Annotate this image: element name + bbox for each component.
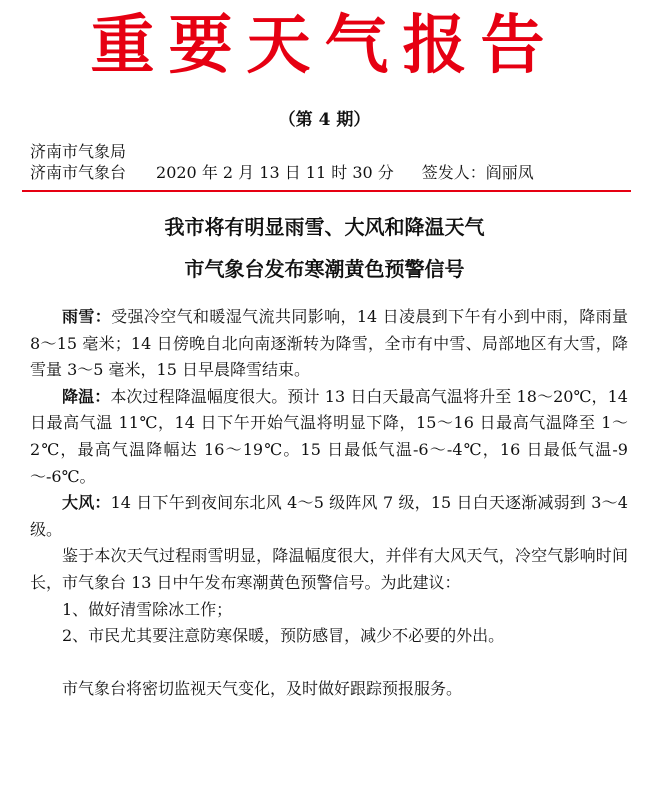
report-body [30,304,628,702]
section-text: 本次过程降温幅度很大。预计 13 日白天最高气温将升至 18～20℃，14 日最高气温 11℃，14 日下午开始气温将明显下降，15～16 日最高气温降至 1～2℃，最高气温降幅达 16～19℃。15 日最低气温-6～-4℃，16 日最低气温-9～-6℃。 [30,386,628,486]
headline-main: 我市将有明显雨雪、大风和降温天气 [164,215,485,239]
issuer-bureau: 济南市气象局 [30,142,127,161]
advice-item-1: 1、做好清雪除冰工作； [62,599,233,619]
section-term: 雨雪： [62,307,112,326]
section-text: 受强冷空气和暖湿气流共同影响，14 日凌晨到下午有小到中雨，降雨量 8～15 毫米；14 日傍晚自北向南逐渐转为降雪，全市有中雪、局部地区有大雪，降雪量 3～5 毫米，15 日早晨降雪结束。 [30,307,628,380]
section-wind [30,490,628,543]
issue-number: （第 4 期） [278,110,371,130]
issuer-line [30,162,630,184]
issuer-observatory: 济南市气象台 [30,163,127,182]
report-masthead: 重要天气报告 [90,8,559,83]
advice-intro: 鉴于本次天气过程雨雪明显，降温幅度很大，并伴有大风天气，冷空气影响时间长，市气象台 13 日中午发布寒潮黄色预警信号。为此建议： [30,546,628,592]
signer: 签发人：阎丽凤 [421,163,534,182]
closing-statement: 市气象台将密切监视天气变化，及时做好跟踪预报服务。 [62,678,463,698]
section-term: 大风： [62,493,111,513]
advice-item-2: 2、市民尤其要注意防寒保暖，预防感冒，减少不必要的外出。 [62,626,505,646]
section-cooling [30,384,628,490]
red-divider [22,190,631,192]
section-text: 14 日下午到夜间东北风 4～5 级阵风 7 级，15 日白天逐渐减弱到 3～4 级。 [30,493,628,539]
section-term: 降温： [62,386,111,406]
section-rain-snow [30,304,628,384]
issue-datetime: 2020 年 2 月 13 日 11 时 30 分 [156,163,394,182]
headline-sub: 市气象台发布寒潮黄色预警信号 [184,257,465,281]
